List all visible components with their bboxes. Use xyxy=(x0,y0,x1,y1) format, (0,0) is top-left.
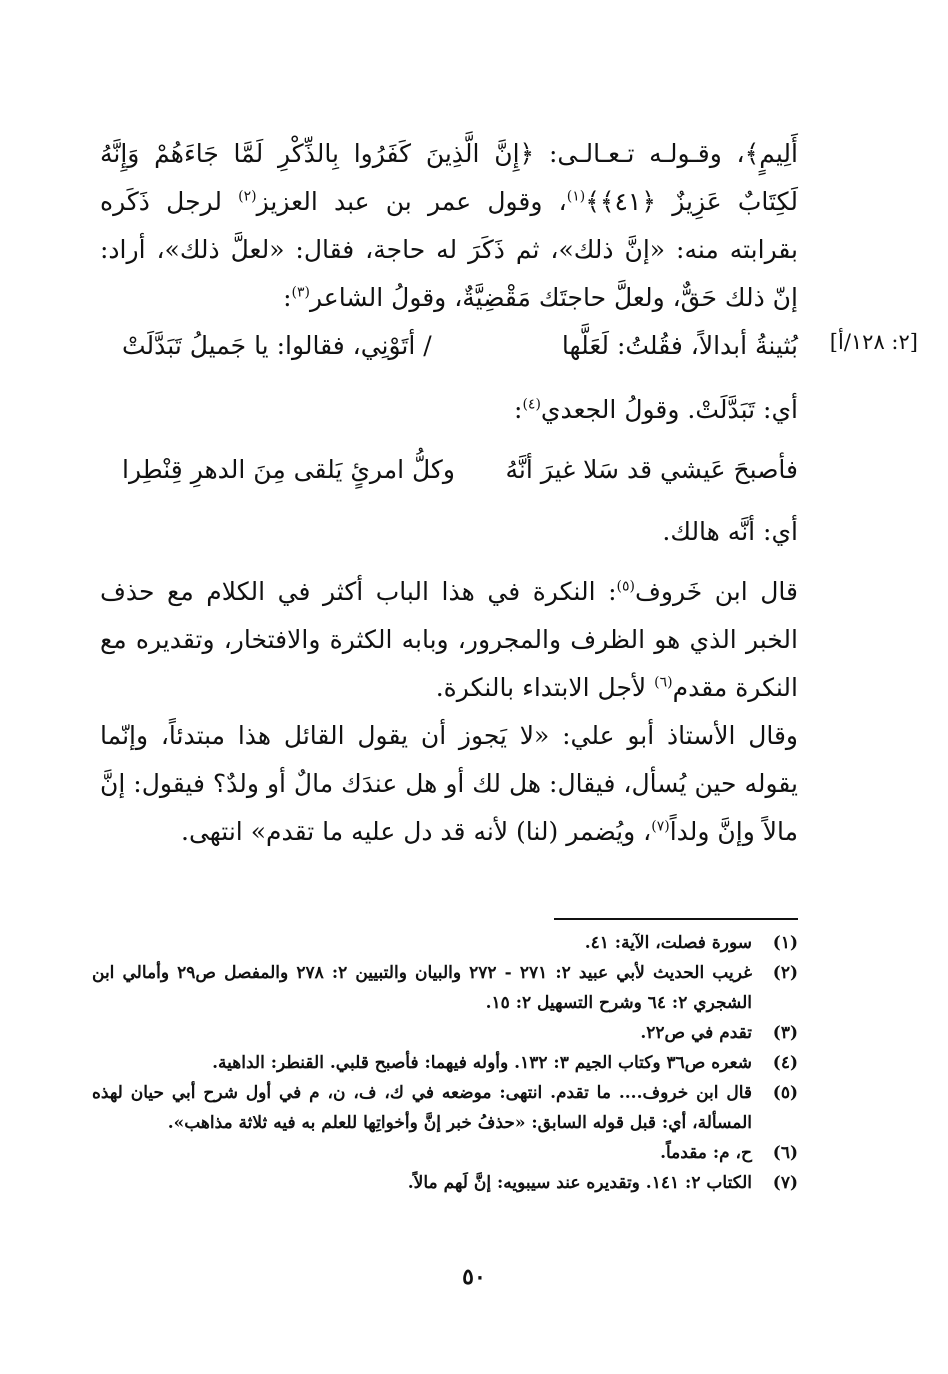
footnote-ref-2: (٢) xyxy=(238,188,257,205)
footnote-number: (٤) xyxy=(772,1053,798,1073)
footnote-5 xyxy=(92,1078,798,1138)
footnote-6 xyxy=(92,1138,798,1168)
page-number: ٥٠ xyxy=(462,1264,486,1290)
footnote-text: شعره ص٣٦ وكتاب الجيم ٣: ١٣٢. وأوله فيهما: فأصبح قلبي. القنطر: الداهية. xyxy=(212,1053,752,1073)
manuscript-folio-reference: [٢: ١٢٨/أ] xyxy=(829,330,918,354)
footnote-number: (٥) xyxy=(772,1083,798,1103)
verse-line-1 xyxy=(100,322,798,370)
footnote-ref-4: (٤) xyxy=(522,396,541,413)
footnote-ref-3: (٣) xyxy=(291,284,311,301)
footnotes-section xyxy=(92,928,798,1198)
footnote-text: سورة فصلت، الآية: ٤١. xyxy=(584,933,752,953)
footnote-ref-1: (١) xyxy=(566,188,586,205)
verse-hemistich-second: / أتَوْنِي، فقالوا: يا جَميلُ تَبَدَّلَتْ xyxy=(122,331,432,360)
intro-paragraph: أَلِيمٍ﴾، وقـولـه تـعـالـى: ﴿إِنَّ الَّذِينَ كَفَرُوا بِالذِّكْرِ لَمَّا جَاءَهُمْ وَإِنَّهُ لَكِتَابٌ عَزِيزٌ ﴿٤١﴾﴾$^{(١)}$، وقول عمر بن عبد العزيز$^{(٢)}$ لرجل ذَكَره بقرابته منه: «إنَّ ذلك»، ثم ذَكَرَ له حاجة، فقال: «لعلَّ ذلك»، أراد: إنّ ذلك حَقٌّ، ولعلَّ حاجتَك مَقْضِيَّةٌ، وقولُ الشاعر$^{(٣)}$: xyxy=(100,139,799,312)
footnote-number: (٣) xyxy=(772,1023,798,1043)
footnote-7 xyxy=(92,1168,798,1198)
footnote-text: غريب الحديث لأبي عبيد ٢: ٢٧١ - ٢٧٢ والبيان والتبيين ٢: ٢٧٨ والمفصل ص٢٩ وأمالي ابن الشجري ٢: ٦٤ وشرح التسهيل ٢: ١٥. xyxy=(92,963,752,1013)
ibn-kharuf-paragraph: قال ابن خَروف$^{(٥)}$: النكرة في هذا الباب أكثر في الكلام مع حذف الخبر الذي هو الظرف والمجرور، وبابه الكثرة والافتخار، وتقديره مع النكرة مقدم$^{(٦)}$ لأجل الابتداء بالنكرة. xyxy=(100,577,798,702)
footnote-3 xyxy=(92,1018,798,1048)
footnote-number: (٢) xyxy=(772,963,798,983)
footnote-number: (١) xyxy=(772,933,798,953)
footnote-text: الكتاب ٢: ١٤١. وتقديره عند سيبويه: إنَّ لَهم مالاً. xyxy=(407,1173,752,1193)
verse-hemistich-first: بُثينةُ أبدالاً، فقُلتُ: لَعَلَّها xyxy=(561,331,798,360)
gloss-line-1: أي: تَبَدَّلَتْ. وقولُ الجعدي$^{(٤)}$: xyxy=(514,395,798,424)
verse-hemistich-first: فأصبحَ عَيشي قد سَلا غيرَ أنَّهُ xyxy=(505,455,798,484)
footnote-ref-5: (٥) xyxy=(616,578,635,595)
footnote-text: تقدم في ص٢٢. xyxy=(640,1023,752,1043)
footnote-number: (٦) xyxy=(772,1143,798,1163)
footnote-text: قال ابن خروف.... ما تقدم. انتهى: موضعه في ك، ف، ن، م في أول شرح أبي حيان لهذه المسألة، أي: قبل قوله السابق: «حذفُ خبر إنَّ وأخواتِها للعلم به فيه ثلاثة مذاهب». xyxy=(92,1083,752,1133)
verse-line-2 xyxy=(100,446,798,494)
gloss-line-2: أي: أنَّه هالك. xyxy=(662,517,798,546)
footnote-2 xyxy=(92,958,798,1018)
quran-quote: أَلِيمٍ﴾، وقـولـه تـعـالـى: ﴿إِنَّ الَّذِينَ كَفَرُوا بِالذِّكْرِ لَمَّا جَاءَهُمْ وَإِنَّهُ لَكِتَابٌ عَزِيزٌ ﴿٤١﴾﴾ xyxy=(100,139,799,216)
footnote-text: ح، م: مقدماً. xyxy=(660,1143,752,1163)
footnote-divider xyxy=(554,918,798,920)
footnote-4 xyxy=(92,1048,798,1078)
verse-hemistich-second: وكلُّ امرئٍ يَلقى مِنَ الدهرِ قِنْطِرا xyxy=(122,455,455,484)
footnote-ref-6: (٦) xyxy=(654,674,673,691)
footnote-1 xyxy=(92,928,798,958)
footnote-ref-7: (٧) xyxy=(651,818,670,835)
abu-ali-paragraph: وقال الأستاذ أبو علي: «لا يَجوز أن يقول القائل هذا مبتدئاً، وإنّما يقوله حين يُسأل، فيقال: هل لك أو هل عندَك مالٌ أو ولدٌ؟ فيقول: إنَّ مالاً وإنَّ ولداً$^{(٧)}$، ويُضمر (لنا) لأنه قد دل عليه ما تقدم» انتهى. xyxy=(100,721,798,846)
footnote-number: (٧) xyxy=(772,1173,798,1193)
